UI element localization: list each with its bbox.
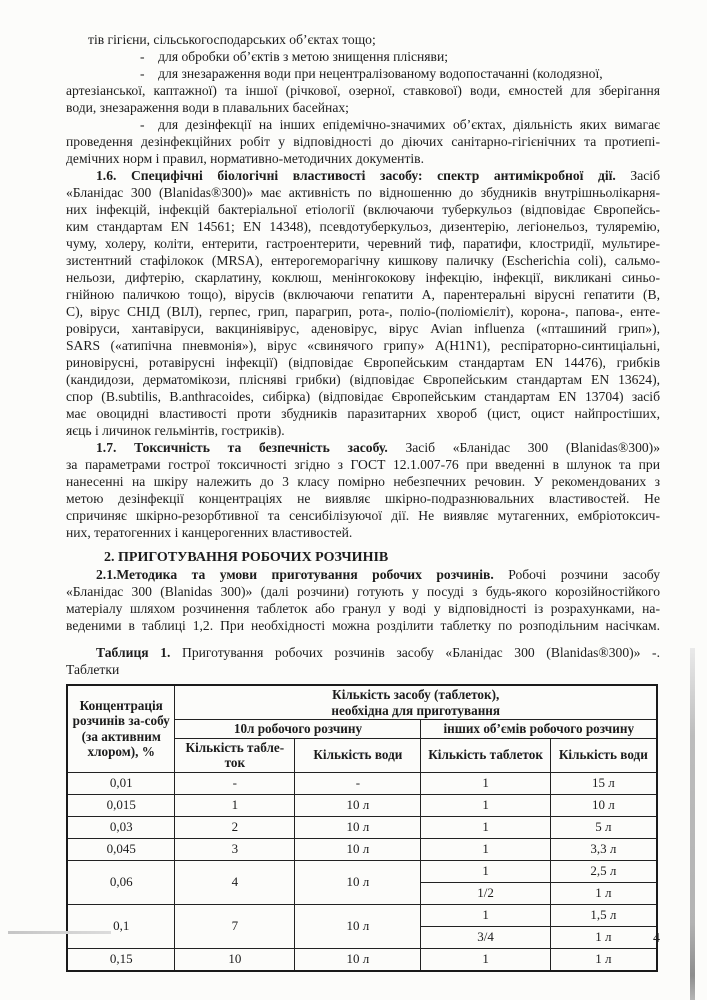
table-cell: 0,01 [67, 772, 175, 794]
text-line: С), вірус СНІД (ВІЛ), герпес, грип, парагрип, рота-, поліо-(поліомієліт), корона-, папова-, енте- [66, 304, 660, 319]
scan-artifact-vertical-line [690, 648, 695, 1000]
table-cell: 0,06 [67, 860, 175, 904]
table-cell: 0,03 [67, 816, 175, 838]
table-cell: 0,15 [67, 948, 175, 971]
text-line: веденими в таблиці 1,2. При необхідності можна розділити таблетку по розподільним насічкам. [66, 618, 660, 633]
table-cell: 7 [175, 904, 295, 948]
table-cell: 15 л [550, 772, 657, 794]
section-2-1-lead: 2.1.Методика та умови приготування робочих розчинів. [96, 567, 494, 582]
text-line: метою дезінфекції концентраціях не виявляє шкірно-подразнювальних властивостей. Не [66, 491, 660, 506]
table-cell: 10 л [295, 860, 421, 904]
table-caption-lead: Таблиця 1. [96, 645, 171, 660]
table-cell: 0,015 [67, 794, 175, 816]
table-cell: 1 [421, 772, 550, 794]
text-line: Таблетки [66, 662, 120, 677]
table-row [67, 772, 657, 794]
text-line: них інфекцій, інфекцій бактеріальної етіології (включаючи туберкульоз (відповідає Європейсь- [66, 202, 660, 217]
table-row [67, 860, 657, 882]
table-cell: 0,045 [67, 838, 175, 860]
text-line: гнійною паличкою тощо), вірусів (включаючи гепатити А, парентеральні вірусні гепатити (В, [66, 287, 660, 302]
text-line: нанесенні на шкіру належить до 3 класу помірно небезпечних речовин. У рекомендованих з [66, 474, 660, 489]
table-cell: 2 [175, 816, 295, 838]
text-line: SARS («атипічна пневмонія»), вірус «свинячого грипу» A(H1N1), респіраторно-синтиціальні, [66, 338, 660, 353]
table-row [67, 904, 657, 926]
table-cell: 1 [421, 816, 550, 838]
text-line: ким стандартам EN 14561; EN 14348), псевдотуберкульоз, дизентерію, легіонельоз, туляремію, [66, 219, 660, 234]
text-line: ровіруси, хантавіруси, вакциніявірус, аденовірус, вірус Avian influenza («пташиний грип»), [66, 321, 660, 336]
preparation-table-wrap [66, 684, 660, 972]
text-line: тів гігієни, сільськогосподарських об’єктах тощо; [88, 32, 376, 47]
text-line: 1.6. Специфічні біологічні властивості засобу: спектр антимікробної дії. Засіб [96, 168, 660, 183]
text-line: - для обробки об’єктів з метою знищення плісняви; [140, 49, 449, 64]
table-cell: 1 л [550, 926, 657, 948]
paragraph-1-7 [66, 439, 660, 541]
table-header-tablets-other: Кількість таблеток [421, 738, 550, 772]
table-cell: 1 [421, 794, 550, 816]
text-line: нельози, дифтерію, скарлатину, коклюш, менінгококову інфекцію, інфекції, викликані синьо- [66, 270, 660, 285]
text-line: риновірусні, ротавірусні інфекції) (відповідає Європейським стандартам EN 14476), грибків [66, 355, 660, 370]
table-cell: 1 [421, 904, 550, 926]
text-line: «Бланідас 300 (Blanidas 300)» (далі розчини) готують у посуді з будь-якого корозійностійкого [66, 584, 660, 599]
text-line: води, знезараження води в плавальних басейнах; [66, 100, 349, 115]
section-1-6-lead: 1.6. Специфічні біологічні властивості засобу: спектр антимікробної дії. [96, 168, 616, 183]
table-header-tablets-10l: Кількість табле-ток [175, 738, 295, 772]
table-row [67, 838, 657, 860]
text-line: проведення дезінфекційних робіт у відповідності до діючих санітарно-гігієнічних та протиепі- [66, 134, 660, 149]
text-line: 2.1.Методика та умови приготування робочих розчинів. Робочі розчини засобу [96, 567, 660, 582]
table-cell: 3 [175, 838, 295, 860]
section-1-7-lead: 1.7. Токсичність та безпечність засобу. [96, 440, 388, 455]
table-header-other-volumes: інших об’ємів робочого розчину [421, 720, 657, 739]
text-line: демічних норм і правил, нормативно-методичних документів. [66, 151, 424, 166]
text-line: за параметрами гострої токсичності згідно з ГОСТ 12.1.007-76 при введенні в шлунок та при [66, 457, 660, 472]
table-cell: 10 л [295, 838, 421, 860]
text-line: чуму, холеру, коліти, ентерити, гастроентерити, черевний тиф, паратифи, клостридії, мультире- [66, 236, 660, 251]
text-line: спор (B.subtilis, B.anthracoides, сибірка) (відповідає Європейським стандартам EN 13704) засіб [66, 389, 660, 404]
document-body [66, 31, 660, 972]
text-line: - для дезінфекції на інших епідемічно-значимих об’єктах, діяльність яких вимагає [140, 117, 660, 132]
table-cell: 10 [175, 948, 295, 971]
text-line: (кандидози, дерматомікози, плісняві грибки) (відповідає Європейським стандартам EN 13624), [66, 372, 660, 387]
table-header-group [175, 685, 657, 720]
table-cell: 10 л [295, 794, 421, 816]
table-caption [66, 644, 660, 678]
page-number: 4 [653, 931, 660, 946]
table-cell: 3/4 [421, 926, 550, 948]
table-cell: - [175, 772, 295, 794]
table-cell: 5 л [550, 816, 657, 838]
table-cell: 4 [175, 860, 295, 904]
table-cell: 10 л [295, 948, 421, 971]
text-line: 1.7. Токсичність та безпечність засобу. Засіб «Бланідас 300 (Blanidas®300)» [96, 440, 660, 455]
paragraph-2-1 [66, 566, 660, 634]
text-line: - для знезараження води при нецентралізованому водопостачанні (колодязної, [140, 66, 603, 81]
table-cell: 1 л [550, 948, 657, 971]
text-line: має овоцидні властивості проти збудників паразитарних хвороб (цист, оцист найпростіших, [66, 406, 660, 421]
table-header-water-10l: Кількість води [295, 738, 421, 772]
text-line: «Бланідас 300 (Blanidas®300)» має активність по відношенню до збудників внутрішньолікарня- [66, 185, 660, 200]
table-cell: 10 л [550, 794, 657, 816]
text-line: них, тератогенних і канцерогенних властивостей. [66, 525, 353, 540]
table-header-concentration: Концентрація розчинів за-собу (за активним хлором), % [67, 685, 175, 772]
table-cell: 2,5 л [550, 860, 657, 882]
table-cell: 1 [421, 860, 550, 882]
text-line: артезіанської, каптажної) та іншої (річкової, озерної, ставкової) води, ємностей для зберігання [66, 83, 660, 98]
scan-artifact-smudge [8, 931, 111, 934]
table-cell: - [295, 772, 421, 794]
table-cell: 1 [421, 948, 550, 971]
text-line: спричиняє шкірно-резорбтивної та сенсибілізуючої дії. Не виявляє мутагенних, ембріотоксич- [66, 508, 660, 523]
text-line: яєць і личинок гельмінтів, гостриків). [66, 423, 285, 438]
text-line: Таблиця 1. Приготування робочих розчинів засобу «Бланідас 300 (Blanidas®300)» -. [96, 645, 660, 660]
table-cell: 0,1 [67, 904, 175, 948]
table-row [67, 948, 657, 971]
table-header-group-line1: Кількість засобу (таблеток), [332, 687, 500, 702]
table-header-10l: 10л робочого розчину [175, 720, 421, 739]
table-header-group-line2: необхідна для приготування [331, 702, 501, 718]
table-cell: 1,5 л [550, 904, 657, 926]
text-line: зистентний стафілокок (MRSA), ентерогеморагічну кишкову паличку (Escherichia coli), сальмо- [66, 253, 660, 268]
preparation-table [66, 684, 658, 972]
table-cell: 1 [175, 794, 295, 816]
table-cell: 1 л [550, 882, 657, 904]
table-row [67, 794, 657, 816]
section-2-heading: 2. ПРИГОТУВАННЯ РОБОЧИХ РОЗЧИНІВ [104, 550, 389, 565]
paragraph-usage-list [66, 31, 660, 167]
paragraph-1-6 [66, 167, 660, 439]
table-cell: 1/2 [421, 882, 550, 904]
table-row [67, 816, 657, 838]
table-header-water-other: Кількість води [550, 738, 657, 772]
table-cell: 1 [421, 838, 550, 860]
table-cell: 10 л [295, 816, 421, 838]
table-cell: 10 л [295, 904, 421, 948]
table-cell: 3,3 л [550, 838, 657, 860]
text-line: матеріалу шляхом розчинення таблеток або гранул у воді у відповідності із розрахунками, на- [66, 601, 660, 616]
